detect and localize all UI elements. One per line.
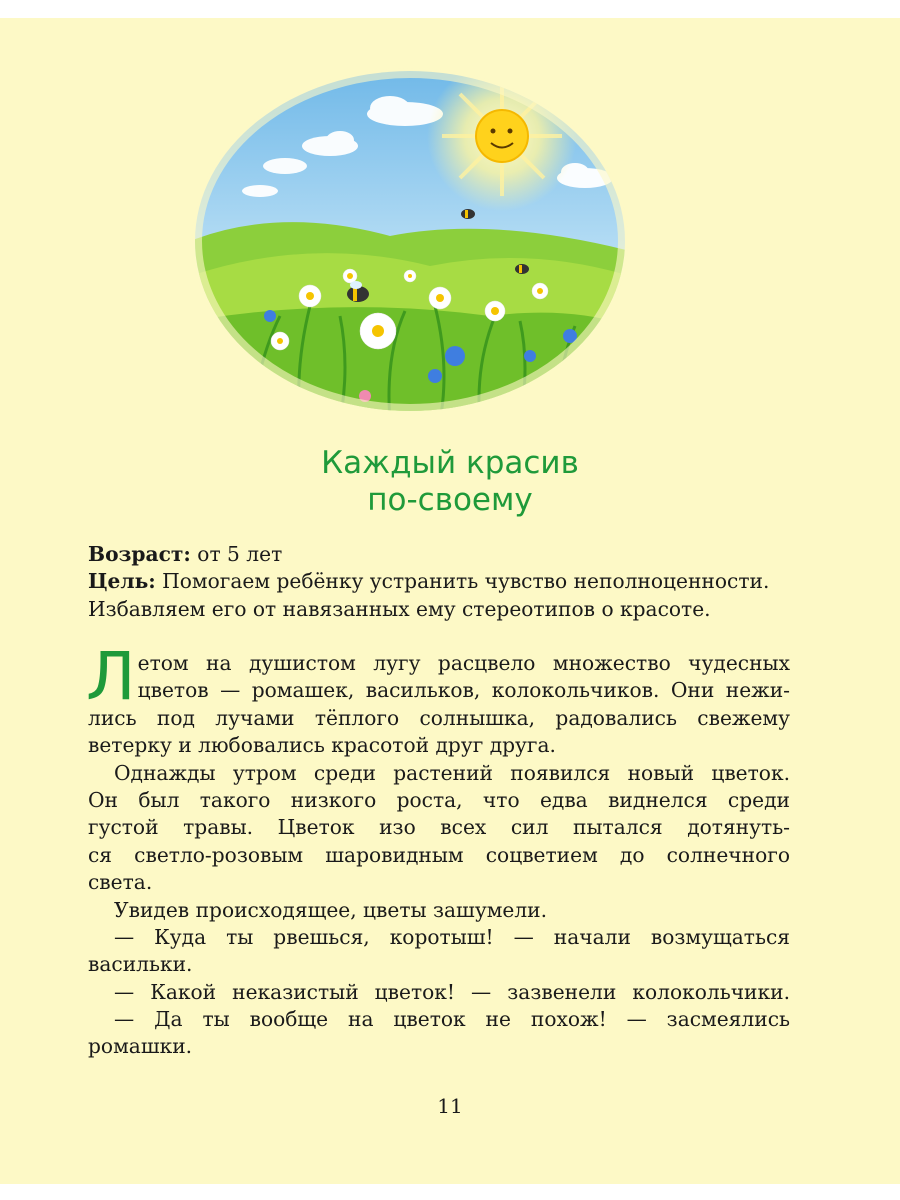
paragraph-line: света. (88, 870, 153, 895)
meadow-illustration (190, 66, 630, 421)
drop-cap: Л (86, 638, 136, 715)
age-line (88, 541, 790, 568)
paragraph-line: ся светло-розовым шаровидным соцветием до солнечного (88, 842, 790, 867)
paragraph-line: етом на душистом лугу расцвело множество чудесных (137, 651, 790, 675)
paragraph-line: Он был такого низкого роста, что едва виднелся среди (88, 787, 790, 812)
paragraph-line: ветерку и любовались красотой друг друга. (88, 733, 556, 758)
paragraph-line: густой травы. Цветок изо всех сил пытался дотянуть- (88, 815, 790, 840)
paragraph-line: цветов — ромашек, васильков, колокольчиков. Они нежи- (137, 678, 790, 703)
page-number: 11 (437, 1094, 463, 1118)
story-title-line-1: Каждый красив (321, 445, 579, 481)
goal-text-2: Избавляем его от навязанных ему стереотипов о красоте. (88, 596, 711, 621)
story-body (86, 638, 790, 1061)
goal-line (88, 568, 790, 595)
age-value: от 5 лет (190, 542, 283, 566)
paragraph-line: — Куда ты рвешься, коротыш! — начали возмущаться (114, 924, 790, 949)
paragraph-line: Однажды утром среди растений появился новый цветок. (114, 760, 790, 785)
story-title-line-2: по-своему (367, 482, 533, 518)
paragraph-line: Увидев происходящее, цветы зашумели. (114, 897, 548, 922)
paragraph-line: васильки. (88, 952, 193, 977)
paragraph-line: — Какой неказистый цветок! — зазвенели колокольчики. (114, 979, 790, 1004)
paragraph-line: ромашки. (88, 1034, 193, 1059)
age-label: Возраст: (88, 542, 191, 566)
goal-label: Цель: (88, 569, 156, 594)
story-meta (88, 541, 790, 623)
goal-text-1: Помогаем ребёнку устранить чувство неполноценности. (155, 569, 770, 594)
paragraph-line: лись под лучами тёплого солнышка, радовались свежему (88, 705, 790, 730)
paragraph-line: — Да ты вообще на цветок не похож! — засмеялись (114, 1007, 790, 1032)
